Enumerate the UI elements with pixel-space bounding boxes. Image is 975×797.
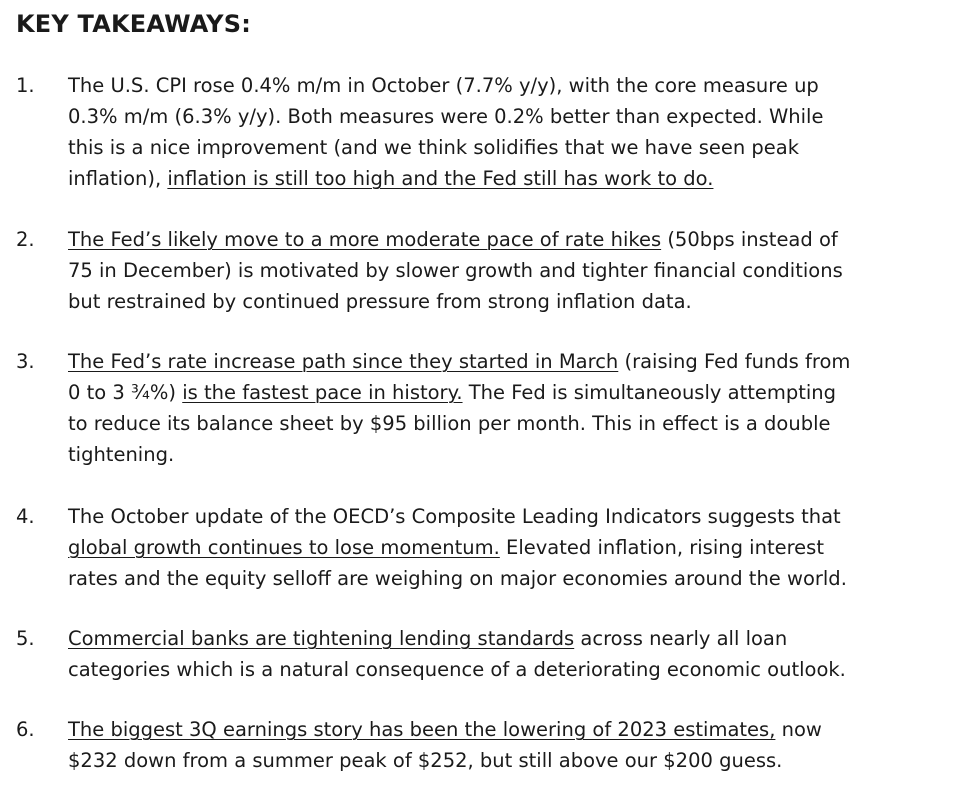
text-segment: (raising Fed funds from — [618, 350, 851, 373]
text-line — [68, 132, 968, 163]
item-text — [68, 346, 968, 470]
underlined-phrase: The Fed’s likely move to a more moderate pace of rate hikes — [68, 228, 662, 251]
text-line — [68, 501, 968, 532]
underlined-phrase: The biggest 3Q earnings story has been the lowering of 2023 estimates, — [68, 718, 776, 741]
text-segment: rates and the equity selloff are weighing on major economies around the world. — [68, 567, 847, 590]
underlined-phrase: The Fed’s rate increase path since they started in March — [68, 350, 619, 373]
key-takeaways-heading: KEY TAKEAWAYS: — [16, 10, 252, 38]
text-segment: The Fed is simultaneously attempting — [462, 381, 837, 404]
underlined-phrase: Commercial banks are tightening lending standards — [68, 627, 575, 650]
text-segment: but restrained by continued pressure from strong inflation data. — [68, 290, 692, 313]
text-line — [68, 654, 968, 685]
text-line — [68, 224, 968, 255]
text-segment: The U.S. CPI rose 0.4% m/m in October (7.7% y/y), with the core measure up — [68, 74, 819, 97]
item-number: 2. — [16, 228, 35, 251]
underlined-phrase: global growth continues to lose momentum. — [68, 536, 500, 559]
text-segment: across nearly all loan — [574, 627, 788, 650]
text-line — [68, 563, 968, 594]
text-line — [68, 439, 968, 470]
item-text — [68, 70, 968, 194]
item-number: 5. — [16, 627, 35, 650]
text-line — [68, 70, 968, 101]
item-number: 6. — [16, 718, 35, 741]
text-segment: 75 in December) is motivated by slower growth and tighter financial conditions — [68, 259, 843, 282]
text-segment: tightening. — [68, 443, 175, 466]
text-line — [68, 255, 968, 286]
item-text — [68, 224, 968, 317]
item-number: 3. — [16, 350, 35, 373]
text-segment: categories which is a natural consequence of a deteriorating economic outlook. — [68, 658, 846, 681]
text-line — [68, 532, 968, 563]
item-number: 4. — [16, 505, 35, 528]
text-segment: (50bps instead of — [661, 228, 838, 251]
item-number: 1. — [16, 74, 35, 97]
text-line — [68, 714, 968, 745]
text-line — [68, 745, 968, 776]
text-line — [68, 163, 968, 194]
text-segment: inflation), — [68, 167, 168, 190]
text-segment: to reduce its balance sheet by $95 billion per month. This in effect is a double — [68, 412, 831, 435]
text-line — [68, 408, 968, 439]
text-segment: this is a nice improvement (and we think solidifies that we have seen peak — [68, 136, 800, 159]
item-text — [68, 623, 968, 685]
text-line — [68, 101, 968, 132]
text-segment: now — [775, 718, 822, 741]
text-segment: Elevated inflation, rising interest — [499, 536, 824, 559]
text-segment: The October update of the OECD’s Composite Leading Indicators suggests that — [68, 505, 841, 528]
text-segment: 0 to 3 ¾%) — [68, 381, 183, 404]
underlined-phrase: is the fastest pace in history. — [182, 381, 463, 404]
underlined-phrase: inflation is still too high and the Fed still has work to do. — [167, 167, 714, 190]
text-segment: $232 down from a summer peak of $252, but still above our $200 guess. — [68, 749, 783, 772]
item-text — [68, 714, 968, 776]
text-line — [68, 286, 968, 317]
text-line — [68, 623, 968, 654]
text-segment: 0.3% m/m (6.3% y/y). Both measures were 0.2% better than expected. While — [68, 105, 824, 128]
item-text — [68, 501, 968, 594]
text-line — [68, 346, 968, 377]
text-line — [68, 377, 968, 408]
